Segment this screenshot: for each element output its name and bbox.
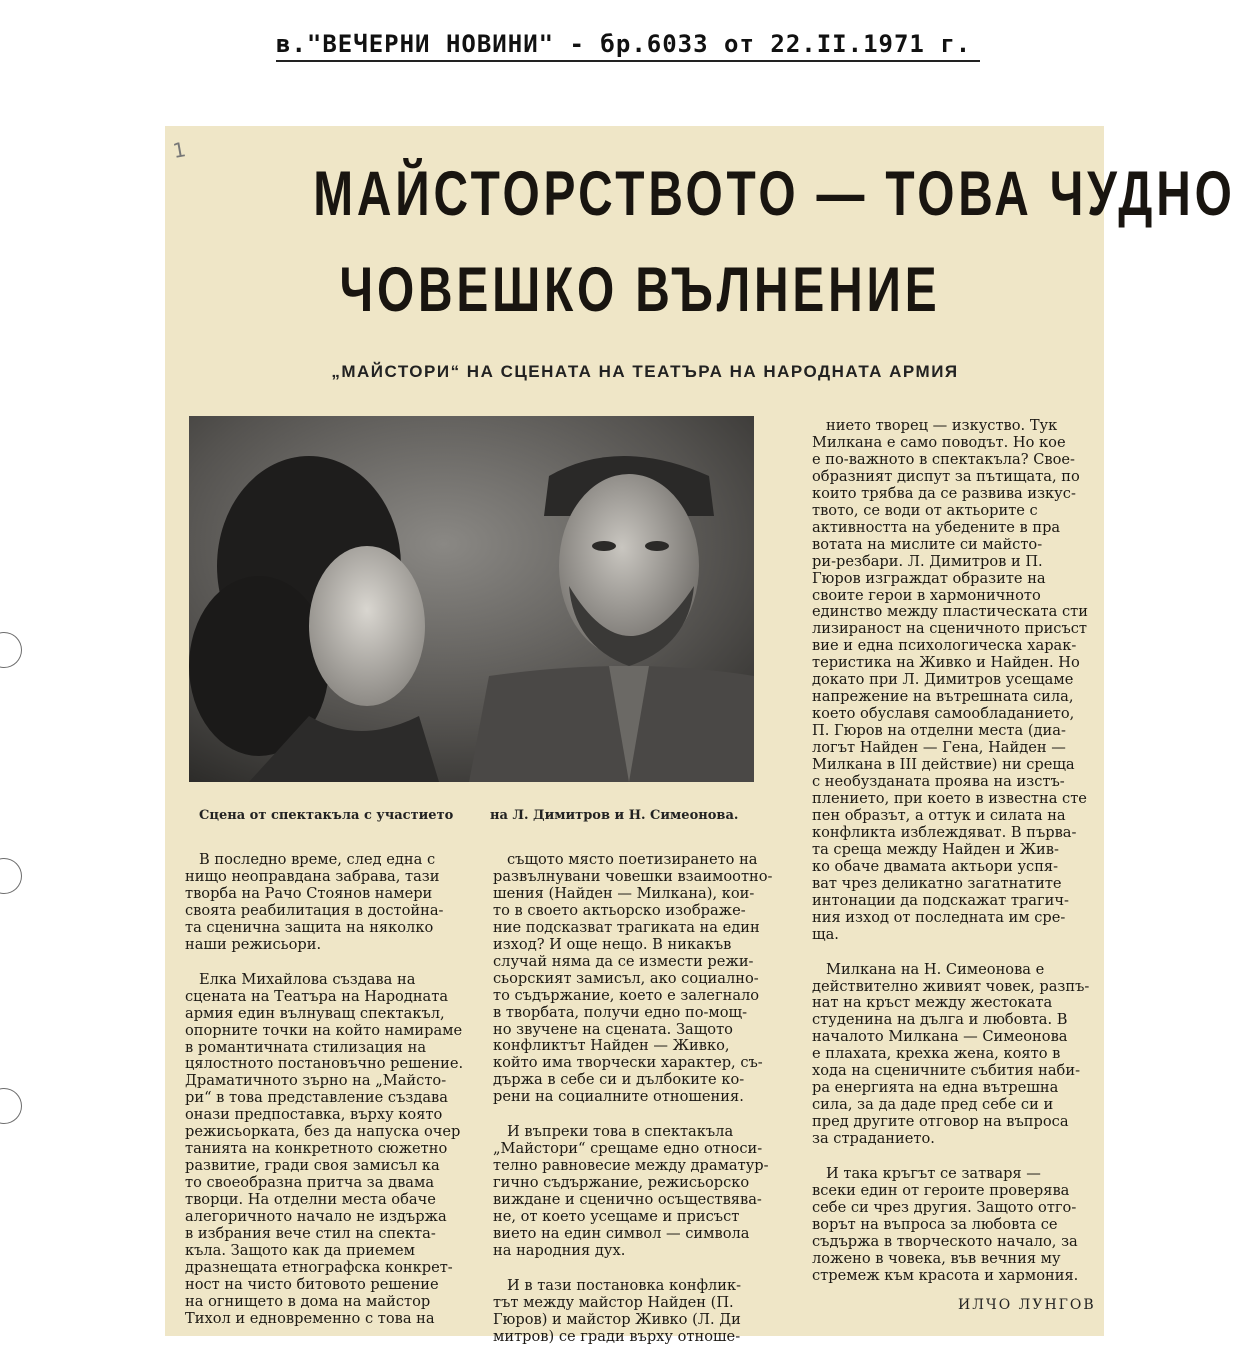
article-line: плението, при което в известна сте <box>812 789 1087 807</box>
article-paragraph <box>812 418 1099 944</box>
author-byline: ИЛЧО ЛУНГОВ <box>958 1297 1096 1313</box>
article-line: къла. Защото как да приемем <box>185 1241 415 1259</box>
article-line: вотата на мислите си майсто- <box>812 535 1043 553</box>
article-line: докато при Л. Димитров усещаме <box>812 671 1074 689</box>
article-line: шения (Найден — Милкана), кои- <box>493 884 755 902</box>
article-line: на народния дух. <box>493 1241 626 1259</box>
article-line: та сценична защита на няколко <box>185 918 434 936</box>
binder-hole <box>0 1088 22 1124</box>
article-line: нищо неоправдана забрава, тази <box>185 867 440 885</box>
article-line: себе си чрез другия. Защото отго- <box>812 1198 1077 1216</box>
article-line: ложено в човека, във вечния му <box>812 1249 1061 1267</box>
article-line: теристика на Живко и Найден. Но <box>812 654 1080 672</box>
source-underline <box>276 60 980 62</box>
article-line: П. Гюров на отделни места (диа- <box>812 722 1066 740</box>
article-line: конфликтът Найден — Живко, <box>493 1037 730 1055</box>
article-line: нието творец — изкуство. Тук <box>826 417 1058 434</box>
binder-hole <box>0 632 22 668</box>
article-line: което обуславя самообладанието, <box>812 705 1075 723</box>
headline-line-1: МАЙСТОРСТВОТО — ТОВА ЧУДНО <box>313 159 1236 229</box>
article-line: ворът на въпроса за любовта се <box>812 1215 1058 1233</box>
binder-hole <box>0 858 22 894</box>
article-paragraph <box>493 1124 776 1260</box>
article-line: единство между пластическата сти <box>812 603 1088 621</box>
article-line: рени на социалните отношения. <box>493 1088 744 1106</box>
article-line: действително живият човек, разпъ- <box>812 977 1090 995</box>
article-line: вието на един символ — символа <box>493 1225 750 1243</box>
article-line: гично съдържание, режисьорско <box>493 1174 750 1192</box>
article-line: то съдържание, което е залегнало <box>493 986 760 1004</box>
article-line: ра енергията на една вътрешна <box>812 1079 1059 1097</box>
article-line: интонации да подскажат трагич- <box>812 891 1069 909</box>
article-line: ри“ в това представление създава <box>185 1089 448 1107</box>
article-paragraph <box>812 962 1099 1148</box>
article-column-3 <box>812 418 1099 1285</box>
article-line: сьорският замисъл, ако социално- <box>493 969 759 987</box>
article-line: цялостното постановъчно решение. <box>185 1055 464 1073</box>
article-line: е по-важното в спектакъла? Свое- <box>812 450 1075 468</box>
article-line: държа в себе си и дълбоките ко- <box>493 1071 745 1089</box>
article-line: Драматичното зърно на „Майсто- <box>185 1072 447 1090</box>
article-line: своите герои в хармоничното <box>812 586 1041 604</box>
article-line: Гюров) и майстор Живко (Л. Ди <box>493 1310 741 1328</box>
article-line: Тихол и едновременно с това на <box>185 1309 435 1327</box>
article-line: ща. <box>812 925 839 943</box>
article-line: за страданието. <box>812 1130 935 1148</box>
article-line: активността на убедените в пра <box>812 518 1061 536</box>
article-line: лизираност на сценичното присъст <box>812 620 1088 638</box>
article-line: с необузданата проява на изстъ- <box>812 773 1065 791</box>
article-line: творба на Рачо Стоянов намери <box>185 884 433 902</box>
article-photo <box>189 416 754 782</box>
article-line: своята реабилитация в достойна- <box>185 901 444 919</box>
article-line: в избрания вече стил на спекта- <box>185 1225 436 1243</box>
article-line: конфликта изблеждяват. В първа- <box>812 823 1077 841</box>
article-line: пред другите отговор на въпроса <box>812 1113 1069 1131</box>
article-paragraph <box>493 1278 776 1346</box>
article-line: тът между майстор Найден (П. <box>493 1293 734 1311</box>
article-paragraph <box>185 852 455 954</box>
article-line: образният диспут за пътищата, по <box>812 467 1080 485</box>
article-column-1 <box>185 851 464 1328</box>
article-line: Милкана е само поводът. Но кое <box>812 433 1066 451</box>
article-line: алегоричното начало не издържа <box>185 1208 447 1226</box>
article-line: логът Найден — Гена, Найден — <box>812 739 1066 757</box>
photo-illustration <box>189 416 754 782</box>
article-line: ри-резбари. Л. Димитров и П. <box>812 552 1043 570</box>
article-line: ко обаче двамата актьори успя- <box>812 857 1059 875</box>
article-line: Милкана на Н. Симеонова е <box>826 960 1045 978</box>
article-line: Елка Михайлова създава на <box>199 970 416 988</box>
article-line: които трябва да се развива изкус- <box>812 484 1076 502</box>
article-line: началото Милкана — Симеонова <box>812 1028 1068 1046</box>
article-line: нат на кръст между жестоката <box>812 994 1053 1012</box>
pencil-mark: 1 <box>171 137 188 163</box>
article-line: та среща между Найден и Жив- <box>812 840 1059 858</box>
article-line: митров) се гради върху отноше- <box>493 1327 741 1345</box>
subheadline: „МАЙСТОРИ“ НА СЦЕНАТА НА ТЕАТЪРА НА НАРОДНАТА АРМИЯ <box>331 362 959 381</box>
article-line: е плахата, крехка жена, която в <box>812 1045 1061 1063</box>
article-line: напрежение на вътрешната сила, <box>812 688 1074 706</box>
source-line: в."ВЕЧЕРНИ НОВИНИ" - бр.6033 от 22.II.1971 г. <box>276 30 972 58</box>
article-line: И въпреки това в спектакъла <box>507 1123 734 1141</box>
article-line: опорните точки на който намираме <box>185 1021 463 1039</box>
article-line: който има творчески характер, съ- <box>493 1054 763 1072</box>
article-line: И в тази постановка конфлик- <box>507 1276 742 1294</box>
article-line: то своеобразна притча за двама <box>185 1174 435 1192</box>
article-line: всеки един от героите проверява <box>812 1181 1070 1199</box>
article-line: режисьорката, без да напуска очер <box>185 1123 461 1141</box>
article-line: ние подсказват трагиката на един <box>493 918 760 936</box>
article-line: твото, се води от актьорите с <box>812 501 1038 519</box>
article-line: ния изход от последната им сре- <box>812 908 1066 926</box>
article-line: танията на конкретното сюжетно <box>185 1140 448 1158</box>
article-line: развитие, гради своя замисъл ка <box>185 1157 440 1175</box>
article-line: ност на чисто битовото решение <box>185 1275 439 1293</box>
article-line: в творбата, получи едно по-мощ- <box>493 1003 748 1021</box>
headline-line-2: ЧОВЕШКО ВЪЛНЕНИЕ <box>339 255 941 325</box>
article-paragraph <box>493 852 776 1106</box>
article-line: творци. На отделни места обаче <box>185 1191 436 1209</box>
article-line: сцената на Театъра на Народната <box>185 987 449 1005</box>
article-line: наши режисьори. <box>185 935 322 953</box>
article-line: изход? И още нещо. В никакъв <box>493 935 732 953</box>
article-line: на огнището в дома на майстор <box>185 1292 431 1310</box>
article-line: вие и една психологическа харак- <box>812 637 1077 655</box>
article-line: армия един вълнуващ спектакъл, <box>185 1004 445 1022</box>
article-paragraph <box>185 970 464 1328</box>
article-line: онази предпоставка, върху която <box>185 1106 443 1124</box>
article-line: не, от което усещаме и присъст <box>493 1208 740 1226</box>
article-line: същото място поетизирането на <box>507 851 758 868</box>
photo-caption-right: на Л. Димитров и Н. Симеонова. <box>490 808 739 823</box>
article-line: дразнещата етнографска конкрет- <box>185 1258 453 1276</box>
article-line: съдържа в творческото начало, за <box>812 1232 1078 1250</box>
article-column-2 <box>493 852 776 1346</box>
article-line: „Майстори“ срещаме едно относи- <box>493 1140 763 1158</box>
article-line: В последно време, след една с <box>199 851 436 868</box>
article-line: студенина на дълга и любовта. В <box>812 1011 1068 1029</box>
article-line: стремеж към красота и хармония. <box>812 1266 1079 1284</box>
article-line: Милкана в III действие) ни среща <box>812 756 1075 774</box>
article-line: в романтичната стилизация на <box>185 1038 427 1056</box>
article-line: то в своето актьорско изображе- <box>493 901 746 919</box>
article-line: развълнувани човешки взаимоотно- <box>493 867 773 885</box>
article-line: И така кръгът се затваря — <box>826 1165 1041 1183</box>
article-line: виждане и сценично осъществява- <box>493 1191 762 1209</box>
article-line: но звучене на сцената. Защото <box>493 1020 733 1038</box>
article-line: сила, за да даде пред себе си и <box>812 1096 1054 1114</box>
article-line: Гюров изграждат образите на <box>812 569 1046 587</box>
article-paragraph <box>812 1166 1099 1285</box>
article-line: ват чрез деликатно загатнатите <box>812 874 1062 892</box>
article-line: случай няма да се измести режи- <box>493 952 754 970</box>
photo-caption-left: Сцена от спектакъла с участието <box>199 808 454 823</box>
article-line: телно равновесие между драматур- <box>493 1157 769 1175</box>
article-line: хода на сценичните събития наби- <box>812 1062 1080 1080</box>
article-line: пен образът, а оттук и силата на <box>812 806 1066 824</box>
